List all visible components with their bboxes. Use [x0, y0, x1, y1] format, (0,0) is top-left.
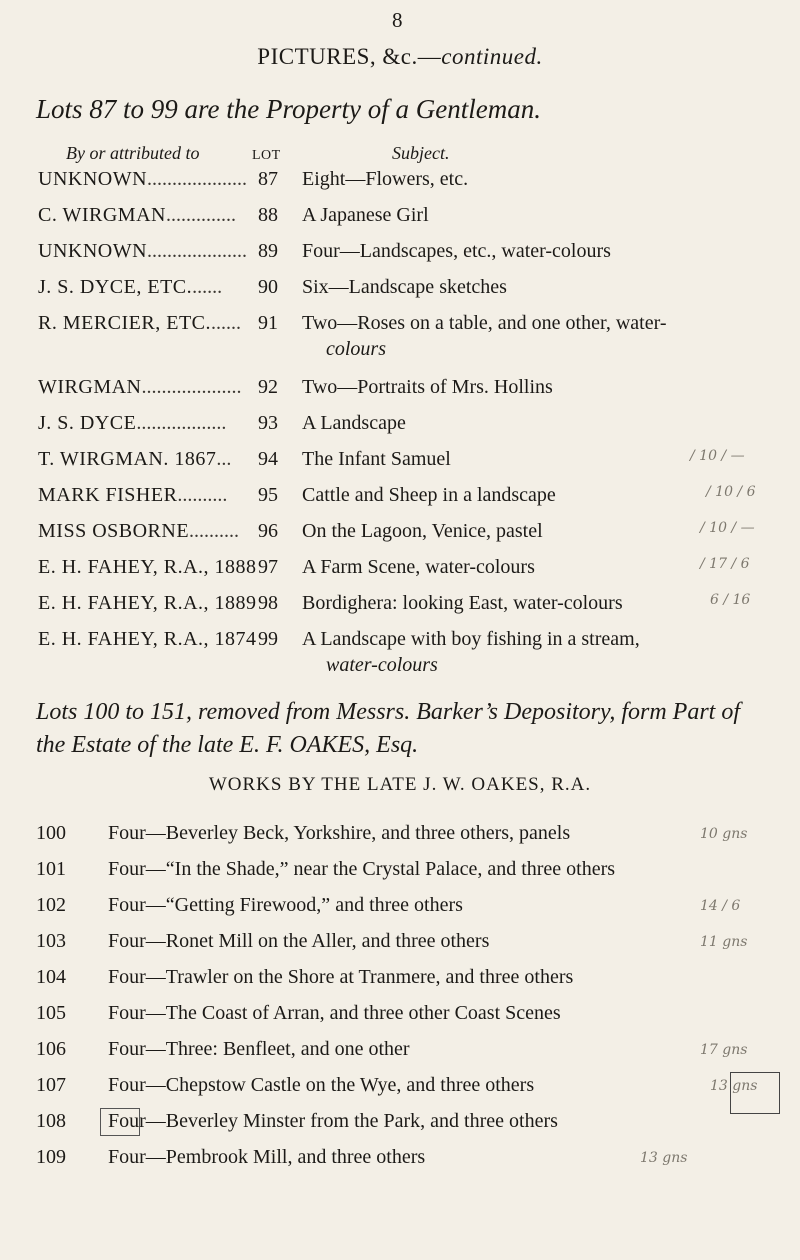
artist-name: R. MERCIER, ETC. — [38, 312, 212, 334]
lot-description: Four—Beverley Minster from the Park, and three others — [108, 1110, 558, 1132]
lot-row — [0, 412, 800, 442]
lot-number: 105 — [36, 1002, 66, 1024]
pencil-note: 10 gns — [700, 826, 748, 842]
lot-description: Four—Trawler on the Shore at Tranmere, and three others — [108, 966, 574, 988]
work-row — [0, 858, 800, 888]
lot-subject-continuation: water-colours — [326, 654, 438, 676]
lot-number: 99 — [258, 628, 278, 650]
leader-dots: .................... — [147, 168, 248, 190]
work-row — [0, 1074, 800, 1104]
lot-row-continuation — [0, 338, 800, 368]
artist-name: MARK FISHER — [38, 484, 178, 506]
lot-subject: Two—Roses on a table, and one other, water- — [302, 312, 667, 334]
lot-description: Four—“In the Shade,” near the Crystal Palace, and three others — [108, 858, 616, 880]
lot-row — [0, 520, 800, 550]
lot-number: 96 — [258, 520, 278, 542]
work-row — [0, 822, 800, 852]
work-row — [0, 966, 800, 996]
lot-row — [0, 556, 800, 586]
work-row — [0, 894, 800, 924]
lot-number: 98 — [258, 592, 278, 614]
column-head-lot: LOT — [252, 148, 281, 163]
pencil-note: 11 gns — [700, 934, 748, 950]
artist-name: MISS OSBORNE — [38, 520, 190, 542]
artist-name: T. WIRGMAN. 1867 — [38, 448, 217, 470]
lot-number: 107 — [36, 1074, 66, 1096]
lot-number: 92 — [258, 376, 278, 398]
lot-row — [0, 204, 800, 234]
lot-number: 101 — [36, 858, 66, 880]
leader-dots: .......... — [177, 484, 228, 506]
leader-dots: .................... — [141, 376, 242, 398]
lot-number: 95 — [258, 484, 278, 506]
lot-subject: A Japanese Girl — [302, 204, 429, 226]
pencil-note: 13 gns — [710, 1078, 758, 1094]
lot-subject: On the Lagoon, Venice, pastel — [302, 520, 543, 542]
artist-name: UNKNOWN — [38, 240, 148, 262]
heading-continued: continued. — [441, 44, 543, 69]
lot-description: Four—Ronet Mill on the Aller, and three others — [108, 930, 490, 952]
leader-dots: .................. — [136, 412, 227, 434]
artist-name: WIRGMAN — [38, 376, 142, 398]
estate-section-heading: Lots 100 to 151, removed from Messrs. Barker’s Depository, form Part of the Estate of the late E. F. OAKES, Esq. — [36, 699, 740, 758]
lot-number: 100 — [36, 822, 66, 844]
lot-number: 109 — [36, 1146, 66, 1168]
artist-name: C. WIRGMAN — [38, 204, 166, 226]
lot-subject: A Landscape — [302, 412, 406, 434]
pencil-note: 6 / 16 — [710, 592, 751, 608]
lot-number: 97 — [258, 556, 278, 578]
work-row — [0, 930, 800, 960]
pencil-note: 17 gns — [700, 1042, 748, 1058]
lot-number: 94 — [258, 448, 278, 470]
lot-row — [0, 448, 800, 478]
lot-description: Four—Beverley Beck, Yorkshire, and three others, panels — [108, 822, 571, 844]
lot-number: 106 — [36, 1038, 66, 1060]
pencil-note: / 10 / — — [690, 448, 745, 464]
pencil-note: / 10 / — — [700, 520, 755, 536]
lot-row — [0, 484, 800, 514]
column-head-artist: By or attributed to — [66, 143, 200, 163]
leader-dots: ... — [216, 448, 232, 470]
page-number: 8 — [392, 8, 403, 32]
margin-bracket — [730, 1072, 780, 1114]
lot-row — [0, 592, 800, 622]
works-heading: WORKS BY THE LATE J. W. OAKES, R.A. — [208, 774, 592, 795]
lot-number-box — [100, 1108, 140, 1136]
lot-number: 89 — [258, 240, 278, 262]
lot-subject: Two—Portraits of Mrs. Hollins — [302, 376, 553, 398]
pencil-note: / 10 / 6 — [706, 484, 756, 500]
lot-subject-continuation: colours — [326, 338, 386, 360]
leader-dots: ...... — [192, 276, 223, 298]
lot-description: Four—Three: Benfleet, and one other — [108, 1038, 410, 1060]
lot-number: 90 — [258, 276, 278, 298]
lot-number: 88 — [258, 204, 278, 226]
lot-row — [0, 168, 800, 198]
lot-number: 104 — [36, 966, 66, 988]
lot-number: 108 — [36, 1110, 66, 1132]
leader-dots: .............. — [165, 204, 236, 226]
lot-number: 91 — [258, 312, 278, 334]
lot-subject: A Farm Scene, water-colours — [302, 556, 535, 578]
artist-name: E. H. FAHEY, R.A., 1888 — [38, 556, 257, 578]
lot-subject: A Landscape with boy fishing in a stream, — [302, 628, 640, 650]
property-subheading: Lots 87 to 99 are the Property of a Gentleman. — [36, 94, 541, 124]
lot-subject: Eight—Flowers, etc. — [302, 168, 469, 190]
heading-main: PICTURES, &c.— — [257, 44, 442, 69]
lot-subject: Bordighera: looking East, water-colours — [302, 592, 623, 614]
lot-subject: Six—Landscape sketches — [302, 276, 507, 298]
pencil-note: 14 / 6 — [700, 898, 741, 914]
pencil-note: / 17 / 6 — [700, 556, 750, 572]
page-heading — [0, 44, 800, 70]
leader-dots: .................... — [147, 240, 248, 262]
lot-row — [0, 376, 800, 406]
artist-name: E. H. FAHEY, R.A., 1889 — [38, 592, 257, 614]
leader-dots: ...... — [211, 312, 242, 334]
artist-name: UNKNOWN — [38, 168, 148, 190]
artist-name: J. S. DYCE — [38, 412, 137, 434]
lot-subject: Cattle and Sheep in a landscape — [302, 484, 556, 506]
work-row — [0, 1038, 800, 1068]
lot-row-continuation — [0, 654, 800, 684]
lot-number: 87 — [258, 168, 278, 190]
column-head-subject: Subject. — [392, 143, 450, 163]
lot-number: 93 — [258, 412, 278, 434]
lot-description: Four—Chepstow Castle on the Wye, and three others — [108, 1074, 535, 1096]
lot-description: Four—Pembrook Mill, and three others — [108, 1146, 426, 1168]
work-row — [0, 1002, 800, 1032]
lot-description: Four—The Coast of Arran, and three other Coast Scenes — [108, 1002, 561, 1024]
leader-dots: .......... — [189, 520, 240, 542]
artist-name: E. H. FAHEY, R.A., 1874 — [38, 628, 257, 650]
pencil-note: 13 gns — [640, 1150, 688, 1166]
lot-subject: The Infant Samuel — [302, 448, 451, 470]
lot-description: Four—“Getting Firewood,” and three others — [108, 894, 463, 916]
lot-number: 102 — [36, 894, 66, 916]
artist-name: J. S. DYCE, ETC. — [38, 276, 193, 298]
lot-row — [0, 240, 800, 270]
lot-number: 103 — [36, 930, 66, 952]
lot-row — [0, 276, 800, 306]
lot-subject: Four—Landscapes, etc., water-colours — [302, 240, 611, 262]
